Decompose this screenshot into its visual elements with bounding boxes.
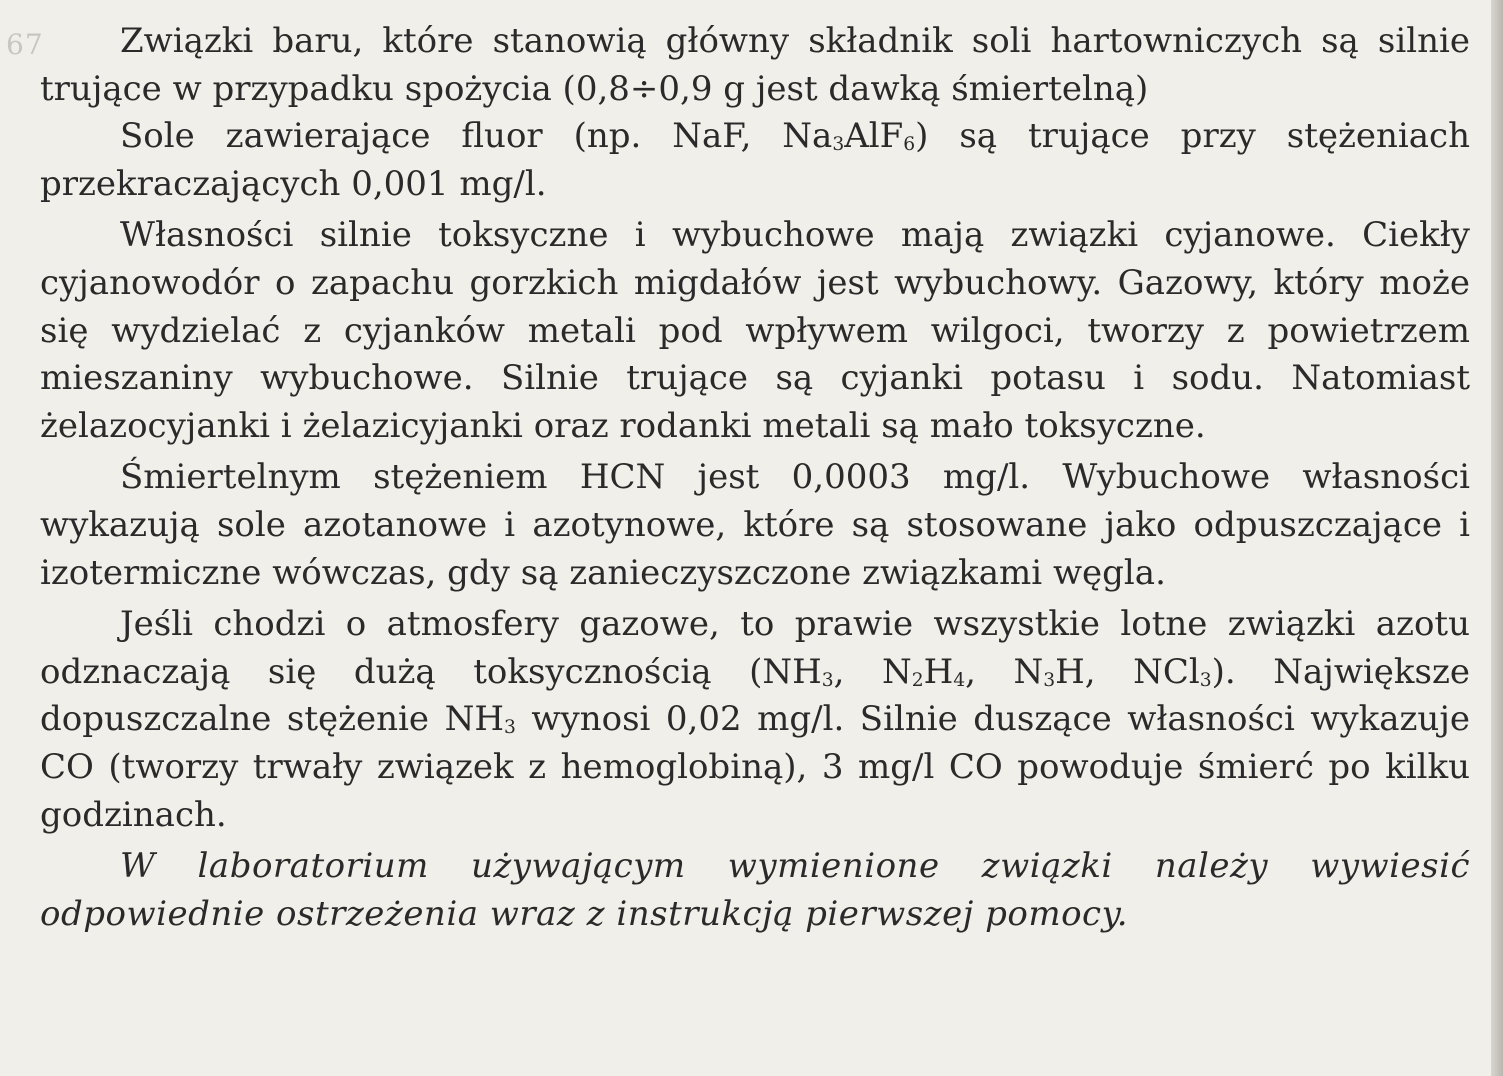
document-body [40, 18, 1470, 938]
text-run: Śmiertelnym stężeniem HCN jest 0,0003 mg/l. Wybuchowe własności wykazują sole azotanowe i azotynowe, które są stosowane jako odpuszczające i izotermiczne wówczas, gdy są zanieczyszczone związkami węgla. [40, 457, 1470, 593]
text-run: H, NCl [1055, 651, 1200, 692]
page-number: 67 [6, 28, 44, 61]
text-run: Sole zawierające fluor (np. NaF, Na [120, 116, 833, 157]
text-run: AlF [844, 116, 904, 157]
text-run: Związki baru, które stanowią główny składnik soli hartowniczych są silnie trujące w przypadku spożycia (0,8÷0,9 g jest dawką śmiertelną) [40, 21, 1470, 109]
paragraph-lab-warning [40, 843, 1470, 938]
paragraph-barium-compounds [40, 18, 1470, 113]
paragraph-fluorine-salts [40, 113, 1470, 208]
text-run: , N [833, 651, 912, 692]
text-run: ). Największe dopuszczalne stężenie NH [40, 651, 1471, 740]
text-run: ) są trujące przy stężeniach przekraczających 0,001 mg/l. [40, 116, 1470, 204]
chemical-subscript: 3 [503, 717, 516, 739]
chemical-subscript: 6 [903, 133, 916, 155]
chemical-subscript: 4 [953, 669, 966, 691]
text-run: H [923, 651, 954, 692]
text-run: wynosi 0,02 mg/l. Silnie duszące własności wykazuje CO (tworzy trwały związek z hemoglobiną), 3 mg/l CO powoduje śmierć po kilku godzinach. [40, 699, 1470, 835]
chemical-subscript: 3 [832, 133, 845, 155]
chemical-subscript: 3 [1199, 669, 1212, 691]
text-run: W laboratorium używającym wymienione związki należy wywiesić odpowiednie ostrzeżenia wraz z instrukcją pierwszej pomocy. [40, 846, 1470, 934]
text-run: Jeśli chodzi o atmosfery gazowe, to prawie wszystkie lotne związki azotu odznaczają się dużą toksycznością (NH [40, 604, 1470, 692]
text-run: , N [965, 651, 1044, 692]
chemical-subscript: 3 [1043, 669, 1056, 691]
page-edge-shadow [1491, 0, 1503, 1076]
paragraph-hcn-concentration [40, 454, 1470, 597]
chemical-subscript: 2 [911, 669, 924, 691]
paragraph-cyanide-compounds [40, 212, 1470, 450]
chemical-subscript: 3 [821, 669, 834, 691]
paragraph-gas-atmospheres [40, 601, 1470, 839]
text-run: Własności silnie toksyczne i wybuchowe mają związki cyjanowe. Ciekły cyjanowodór o zapachu gorzkich migdałów jest wybuchowy. Gazowy, który może się wydzielać z cyjanków metali pod wpływem wilgoci, tworzy z powietrzem mieszaniny wybuchowe. Silnie trujące są cyjanki potasu i sodu. Natomiast żelazocyjanki i żelazicyjanki oraz rodanki metali są mało toksyczne. [40, 215, 1470, 446]
